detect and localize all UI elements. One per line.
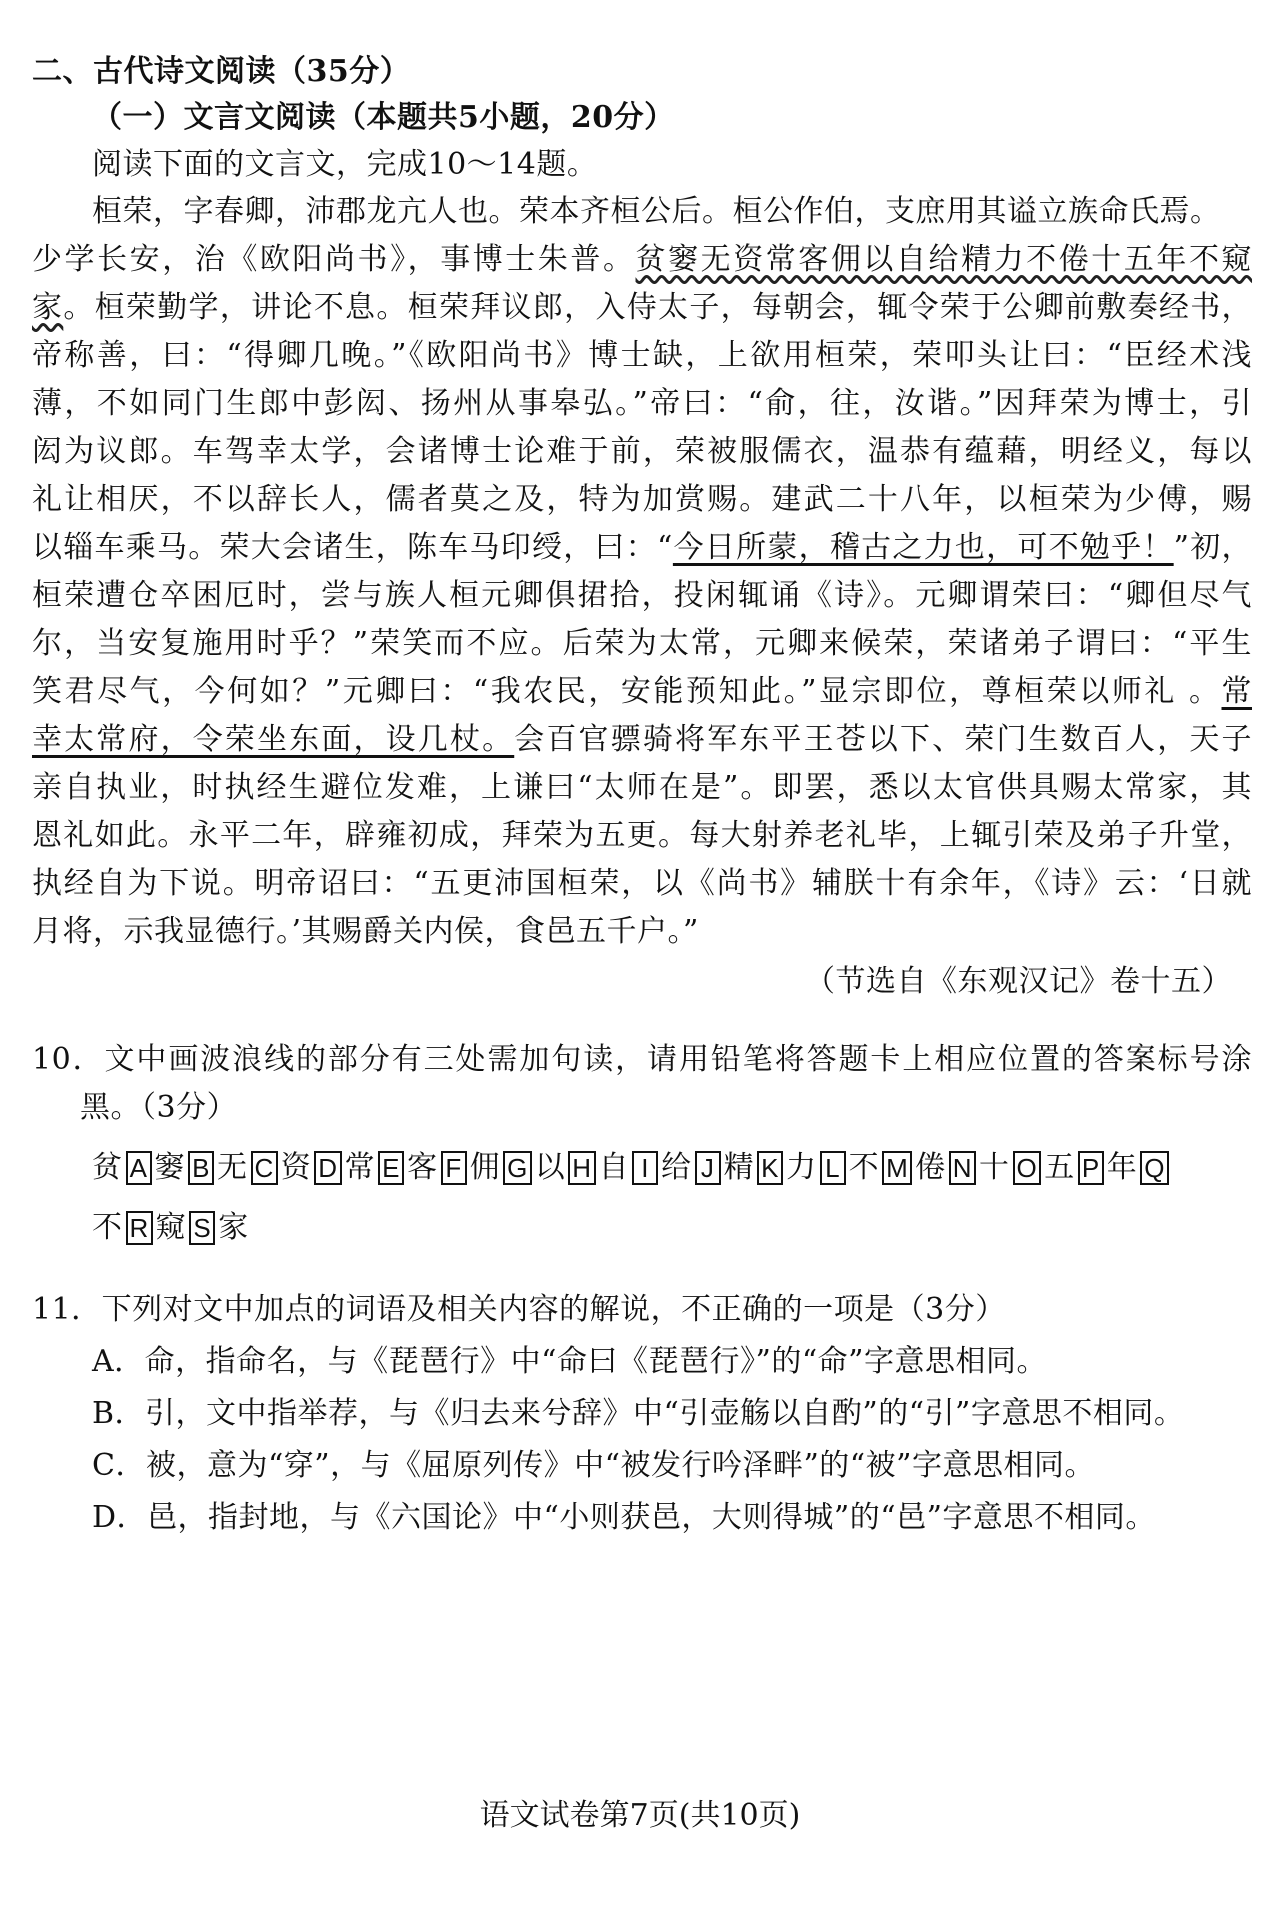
- passage-line-4: 帝称善，曰：“得卿几晚。”《欧阳尚书》博士缺，上欲用桓荣，荣叩头让曰：“臣经术浅: [32, 338, 1252, 373]
- answer-box-G[interactable]: G: [503, 1151, 532, 1185]
- answer-char: 不: [848, 1150, 880, 1185]
- underlined-sentence: 今日所蒙，稽古之力也，可不勉乎！: [672, 530, 1174, 565]
- passage-line-9: 桓荣遭仓卒困厄时，尝与族人桓元卿俱捃拾，投闲辄诵《诗》。元卿谓荣曰：“卿但尽气: [32, 578, 1252, 613]
- underlined-sentence-end: 幸太常府，令荣坐东面，设几杖。: [32, 722, 515, 757]
- answer-char: 十: [979, 1150, 1010, 1185]
- underlined-sentence-start: 常: [1221, 674, 1252, 709]
- answer-box-C[interactable]: C: [251, 1151, 278, 1185]
- source-citation: （节选自《东观汉记》卷十五）: [805, 964, 1232, 999]
- answer-char: 常: [344, 1150, 376, 1185]
- answer-char: 不: [92, 1210, 123, 1245]
- answer-box-A[interactable]: A: [126, 1151, 152, 1185]
- q10-stem-line2: 黑。（3分）: [80, 1090, 238, 1125]
- answer-char: 自: [598, 1150, 630, 1185]
- answer-char: 客: [407, 1150, 438, 1185]
- answer-char: 佣: [469, 1150, 501, 1185]
- passage-line-15: 执经自为下说。明帝诏曰：“五更沛国桓荣，以《尚书》辅朕十有余年，《诗》云：‘日就: [32, 866, 1252, 901]
- subsection-title: （一）文言文阅读（本题共5小题，20分）: [92, 100, 675, 135]
- answer-char: 以: [534, 1150, 566, 1185]
- answer-char: 窥: [155, 1210, 187, 1245]
- passage-line-12: 幸太常府，令荣坐东面，设几杖。会百官骠骑将军东平王苍以下、荣门生数百人，天子: [32, 722, 1253, 757]
- q11-option-b: B．引，文中指举荐，与《归去来兮辞》中“引壶觞以自酌”的“引”字意思不相同。: [92, 1396, 1185, 1431]
- answer-char: 无: [217, 1150, 248, 1185]
- section-title: 二、古代诗文阅读（35分）: [32, 54, 411, 89]
- answer-char: 窭: [154, 1150, 185, 1185]
- passage-line-11: 笑君尽气，今何如？”元卿曰：“我农民，安能预知此。”显宗即位，尊桓荣以师礼 。常: [32, 674, 1252, 709]
- answer-box-D[interactable]: D: [314, 1151, 341, 1185]
- q11-option-a: A．命，指命名，与《琵琶行》中“命曰《琵琶行》”的“命”字意思相同。: [92, 1344, 1048, 1379]
- passage-line-1: 桓荣，字春卿，沛郡龙亢人也。荣本齐桓公后。桓公作伯，支庶用其谥立族命氏焉。: [92, 194, 1221, 229]
- passage-line-5: 薄，不如同门生郎中彭闳、扬州从事皋弘。”帝曰：“俞，往，汝谐。”因拜荣为博士，引: [32, 386, 1252, 421]
- answer-char: 贫: [92, 1150, 123, 1185]
- passage-line-10: 尔，当安复施用时乎？”荣笑而不应。后荣为太常，元卿来候荣，荣诸弟子谓曰：“平生: [32, 626, 1252, 661]
- answer-box-O[interactable]: O: [1013, 1151, 1042, 1185]
- answer-char: 资: [280, 1150, 312, 1185]
- answer-box-Q[interactable]: Q: [1140, 1151, 1169, 1185]
- answer-box-I[interactable]: I: [632, 1151, 658, 1185]
- answer-box-E[interactable]: E: [378, 1151, 404, 1185]
- answer-char: 给: [661, 1150, 692, 1185]
- passage-line-16: 月将，示我显德行。’其赐爵关内侯，食邑五千户。”: [32, 914, 699, 949]
- answer-box-P[interactable]: P: [1078, 1151, 1104, 1185]
- passage-line-14: 恩礼如此。永平二年，辟雍初成，拜荣为五更。每大射养老礼毕，上辄引荣及弟子升堂，: [32, 818, 1252, 853]
- answer-box-K[interactable]: K: [757, 1151, 783, 1185]
- answer-box-M[interactable]: M: [882, 1151, 912, 1185]
- answer-box-N[interactable]: N: [949, 1151, 976, 1185]
- passage-line-7: 礼让相厌，不以辞长人，儒者莫之及，特为加赏赐。建武二十八年，以桓荣为少傅，赐: [32, 482, 1252, 517]
- answer-box-H[interactable]: H: [568, 1151, 595, 1185]
- answer-box-B[interactable]: B: [188, 1151, 214, 1185]
- answer-box-F[interactable]: F: [441, 1151, 467, 1185]
- wavy-underlined-text: 贫窭无资常客佣以自给精力不倦十五年不窥: [635, 242, 1253, 277]
- passage-line-2: 少学长安，治《欧阳尚书》，事博士朱普。贫窭无资常客佣以自给精力不倦十五年不窥: [32, 242, 1253, 277]
- answer-char: 倦: [915, 1150, 946, 1185]
- passage-line-6: 闳为议郎。车驾幸太学，会诸博士论难于前，荣被服儒衣，温恭有蕴藉，明经义，每以: [32, 434, 1252, 469]
- answer-char: 五: [1044, 1150, 1075, 1185]
- q11-option-c: C．被，意为“穿”，与《屈原列传》中“被发行吟泽畔”的“被”字意思相同。: [92, 1448, 1095, 1483]
- q11-option-d: D．邑，指封地，与《六国论》中“小则获邑，大则得城”的“邑”字意思不相同。: [92, 1500, 1156, 1535]
- passage-line-8: 以辎车乘马。荣大会诸生，陈车马印绶，曰：“今日所蒙，稽古之力也，可不勉乎！”初，: [32, 530, 1252, 565]
- q10-answer-row-2: [92, 1208, 1252, 1248]
- q10-answer-row-1: [92, 1148, 1252, 1188]
- answer-char: 家: [218, 1210, 249, 1245]
- instruction: 阅读下面的文言文，完成10～14题。: [92, 147, 598, 182]
- answer-box-R[interactable]: R: [126, 1211, 153, 1245]
- page-footer: 语文试卷第7页(共10页): [479, 1798, 801, 1833]
- q10-stem-line1: 10．文中画波浪线的部分有三处需加句读，请用铅笔将答题卡上相应位置的答案标号涂: [32, 1042, 1252, 1077]
- wavy-underlined-text-end: 家: [32, 290, 64, 325]
- answer-box-J[interactable]: J: [695, 1151, 721, 1185]
- passage-line-3: 家。桓荣勤学，讲论不息。桓荣拜议郎，入侍太子，每朝会，辄令荣于公卿前敷奏经书，: [32, 290, 1253, 325]
- passage-line-13: 亲自执业，时执经生避位发难，上谦曰“太师在是”。即罢，悉以太官供具赐太常家，其: [32, 770, 1252, 805]
- q11-stem: 11．下列对文中加点的词语及相关内容的解说，不正确的一项是（3分）: [32, 1292, 1006, 1327]
- answer-char: 力: [786, 1150, 817, 1185]
- answer-char: 精: [723, 1150, 755, 1185]
- answer-char: 年: [1106, 1150, 1138, 1185]
- answer-box-L[interactable]: L: [820, 1151, 846, 1185]
- answer-box-S[interactable]: S: [189, 1211, 215, 1245]
